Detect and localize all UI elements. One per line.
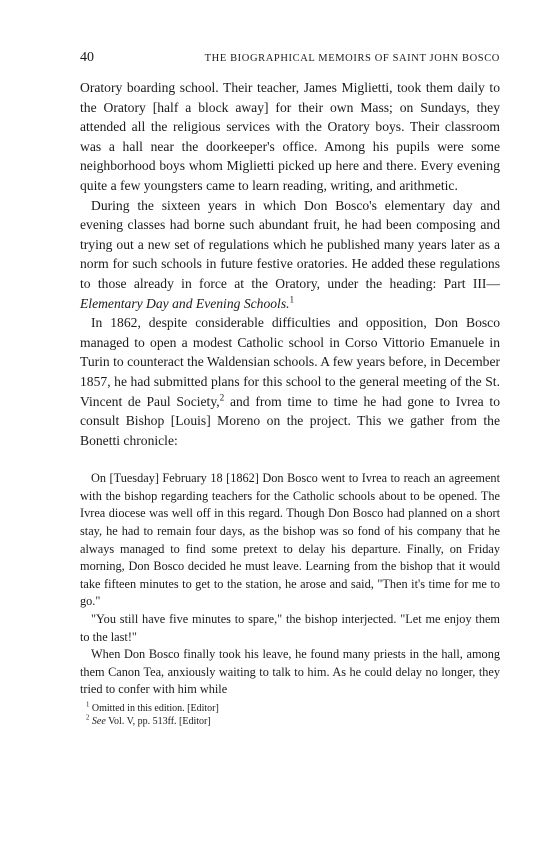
footnote-2-mark: 2 [86,714,90,722]
paragraph-2-text: During the sixteen years in which Don Bosco's elementary day and evening classes had borne such abundant fruit, he had been composing and trying out a new set of regulations which he published many years later as a norm for such schools in future festive oratories. He added these regulations to those already in force at the Oratory, under the heading: Part III— [80,197,500,291]
paragraph-1: Oratory boarding school. Their teacher, James Miglietti, took them daily to the Oratory [half a block away] for their own Mass; on Sundays, they attended all the religious services with the Oratory boys. Their classroom was a hall near the doorkeeper's office. Among his pupils were some neighborhood boys whom Miglietti picked up here and there. Every evening quite a few youngsters came to learn reading, writing, and arithmetic. [80,80,500,193]
footnotes [80,702,500,728]
footnote-1-text: Omitted in this edition. [Editor] [89,703,219,714]
book-page [80,50,500,728]
main-text [80,78,500,450]
page-number: 40 [80,50,94,65]
paragraph-2-italic-heading: Elementary Day and Evening Schools. [80,295,290,311]
footnote-1 [86,702,500,715]
quote-paragraph-1: On [Tuesday] February 18 [1862] Don Bosco went to Ivrea to reach an agreement with the bishop regarding teachers for the Catholic schools about to be opened. The Ivrea diocese was well off in this regard. Though Don Bosco had planned on a short stay, he had to remain four days, as the bishop was so fond of his company that he always managed to find some pretext to delay his departure. Finally, on Friday morning, Don Bosco decided he must leave. Learning from the bishop that it would take fifteen minutes to get to the station, he arose and said, "Then it's time for me to go." [80,471,500,609]
running-title: THE BIOGRAPHICAL MEMOIRS OF SAINT JOHN BOSCO [204,53,500,64]
quote-paragraph-2: "You still have five minutes to spare," the bishop interjected. "Let me enjoy them to the last!" [80,612,500,644]
block-quote [80,470,500,699]
footnote-ref-1: 1 [289,294,295,304]
footnote-2-see: See [91,716,106,727]
footnote-2-text: Vol. V, pp. 513ff. [Editor] [105,716,211,727]
quote-paragraph-3: When Don Bosco finally took his leave, he found many priests in the hall, among them Canon Tea, anxiously waiting to talk to him. As he could delay no longer, they tried to confer with him while [80,647,500,697]
page-header [80,50,500,70]
paragraph-2 [80,196,500,314]
footnote-ref-2: 2 [219,391,225,402]
footnote-1-mark: 1 [86,701,90,709]
paragraph-3-text-b: and from time to time he had gone to Ivrea to consult Bishop [Louis] Moreno on the project. This we gather from the Bonetti chronicle: [80,393,500,448]
paragraph-3-text-a: In 1862, despite considerable difficulties and opposition, Don Bosco managed to open a modest Catholic school in Corso Vittorio Emanuele in Turin to counteract the Waldensian schools. A few years before, in December 1857, he had submitted plans for this school to the general meeting of the St. Vincent de Paul Society, [80,315,500,409]
paragraph-3 [80,313,500,450]
footnote-2 [86,715,500,728]
